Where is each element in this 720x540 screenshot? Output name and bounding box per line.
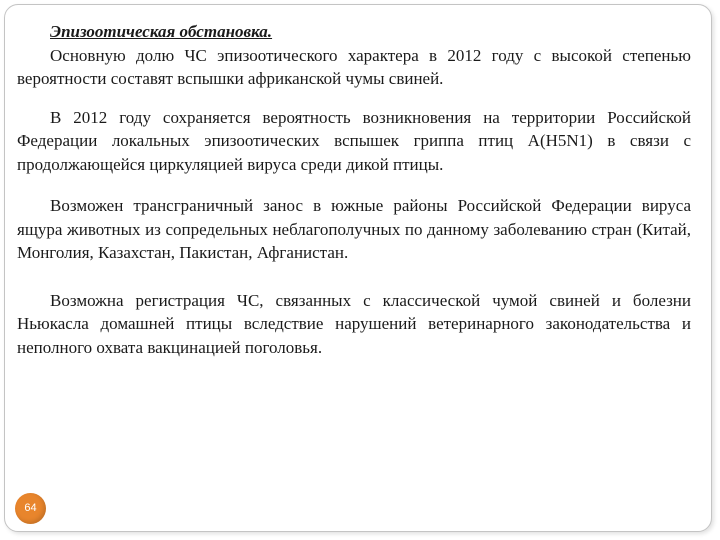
paragraph-african-swine-fever: Основную долю ЧС эпизоотического характера в 2012 году с высокой степенью вероятности составят вспышки африканской чумы свиней. — [17, 45, 691, 88]
section-heading: Эпизоотическая обстановка. — [50, 22, 273, 41]
paragraph-classical-swine-fever: Возможна регистрация ЧС, связанных с классической чумой свиней и болезни Ньюкасла домашней птицы вследствие нарушений ветеринарного законодательства и неполного охвата вакцинацией поголовья. — [17, 290, 691, 357]
page-number-badge: 64 — [15, 493, 46, 524]
paragraph-foot-and-mouth-disease: Возможен трансграничный занос в южные районы Российской Федерации вируса ящура животных из сопредельных неблагополучных по данному заболеванию стран (Китай, Монголия, Казахстан, Пакистан, Афганистан. — [17, 196, 691, 262]
slide-content — [17, 20, 691, 359]
paragraph-avian-influenza: В 2012 году сохраняется вероятность возникновения на территории Российской Федерации локальных эпизоотических вспышек гриппа птиц A(H5N1) в связи с продолжающейся циркуляцией вируса среди дикой птицы. — [17, 107, 691, 174]
